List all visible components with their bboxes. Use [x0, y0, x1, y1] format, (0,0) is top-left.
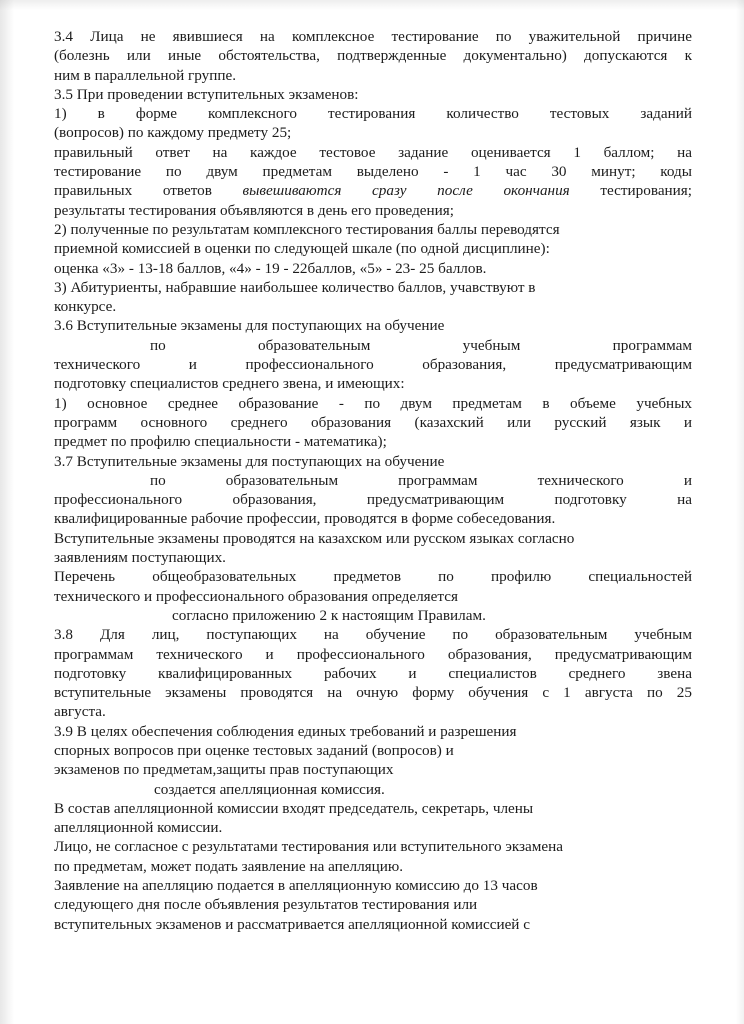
- text-line: вступительные экзамены проводятся на очную форму обучения с 1 августа по 25: [54, 684, 692, 702]
- text-line: 1) основное среднее образование - по двум предметам в объеме учебных: [54, 394, 692, 412]
- text-line: квалифицированные рабочие профессии, проводятся в форме собеседования.: [54, 510, 556, 528]
- text-line: 3) Абитуриенты, набравшие наибольшее количество баллов, учавствуют в: [54, 278, 536, 296]
- text-line: августа.: [54, 703, 106, 721]
- text-line: предмет по профилю специальности - математика);: [54, 433, 387, 451]
- text-line: Вступительные экзамены проводятся на казахском или русском языках согласно: [54, 529, 575, 547]
- text-line: технического и профессионального образования определяется: [54, 587, 458, 605]
- text-line: создается апелляционная комиссия.: [154, 780, 385, 798]
- text-line: 3.4 Лица не явившиеся на комплексное тестирование по уважительной причине: [54, 28, 692, 45]
- text-line: 2) полученные по результатам комплексного тестирования баллы переводятся: [54, 220, 560, 238]
- text-line: программам технического и профессионального образования, предусматривающим: [54, 645, 692, 663]
- text-line: вступительных экзаменов и рассматривается апелляционной комиссией с: [54, 915, 530, 933]
- text-line: правильных ответов вывешиваются сразу после окончания тестирования;: [54, 182, 693, 200]
- text-line: 3.5 При проведении вступительных экзаменов:: [54, 85, 359, 103]
- text-line: спорных вопросов при оценке тестовых заданий (вопросов) и: [54, 741, 454, 759]
- text-line: профессионального образования, предусматривающим подготовку на: [54, 491, 692, 509]
- text-line: 3.7 Вступительные экзамены для поступающих на обучение: [54, 452, 445, 470]
- text-line: правильный ответ на каждое тестовое задание оценивается 1 баллом; на: [54, 143, 692, 161]
- text-line: Заявление на апелляцию подается в апелляционную комиссию до 13 часов: [54, 877, 538, 895]
- text-line: заявлениям поступающих.: [54, 549, 226, 567]
- text-line: подготовку квалифицированных рабочих и специалистов среднего звена: [54, 664, 692, 682]
- text-line: по образовательным учебным программам: [150, 336, 692, 354]
- text-line: (вопросов) по каждому предмету 25;: [54, 124, 292, 142]
- text-line: подготовку специалистов среднего звена, и имеющих:: [54, 375, 405, 393]
- text-line: конкурсе.: [54, 298, 117, 316]
- text-line: экзаменов по предметам,защиты прав поступающих: [54, 761, 394, 779]
- text-line: Перечень общеобразовательных предметов по профилю специальностей: [54, 568, 692, 586]
- scan-shadow-right: [736, 0, 744, 1024]
- text-line: 1) в форме комплексного тестирования количество тестовых заданий: [54, 105, 692, 123]
- text-line: согласно приложению 2 к настоящим Правилам.: [172, 606, 486, 624]
- text-line: 3.9 В целях обеспечения соблюдения единых требований и разрешения: [54, 722, 517, 740]
- text-line: ним в параллельной группе.: [54, 66, 237, 84]
- text-line: следующего дня после объявления результатов тестирования или: [54, 896, 478, 914]
- text-line: Лицо, не согласное с результатами тестирования или вступительного экзамена: [54, 838, 564, 856]
- text-line: 3.6 Вступительные экзамены для поступающих на обучение: [54, 317, 445, 335]
- text-line: В состав апелляционной комиссии входят председатель, секретарь, члены: [54, 799, 534, 817]
- document-body: [54, 27, 692, 934]
- text-line: программ основного среднего образования (казахский или русский язык и: [54, 413, 692, 431]
- text-line: приемной комиссией в оценки по следующей шкале (по одной дисциплине):: [54, 240, 550, 258]
- scan-shadow-top: [0, 0, 744, 10]
- text-line: апелляционной комиссии.: [54, 819, 223, 837]
- text-line: оценка «3» - 13-18 баллов, «4» - 19 - 22баллов, «5» - 23- 25 баллов.: [54, 259, 487, 277]
- scan-shadow-left: [0, 0, 14, 1024]
- text-line: по предметам, может подать заявление на апелляцию.: [54, 857, 404, 875]
- text-line: тестирование по двум предметам выделено - 1 час 30 минут; коды: [54, 163, 692, 181]
- text-line: 3.8 Для лиц, поступающих на обучение по образовательным учебным: [54, 626, 692, 644]
- italic-text: вывешиваются сразу после окончания: [242, 182, 570, 200]
- text-line: по образовательным программам технического и: [150, 471, 692, 489]
- text-line: результаты тестирования объявляются в день его проведения;: [54, 201, 455, 219]
- text-line: технического и профессионального образования, предусматривающим: [54, 356, 692, 374]
- text-line: (болезнь или иные обстоятельства, подтвержденные документально) допускаются к: [54, 47, 692, 65]
